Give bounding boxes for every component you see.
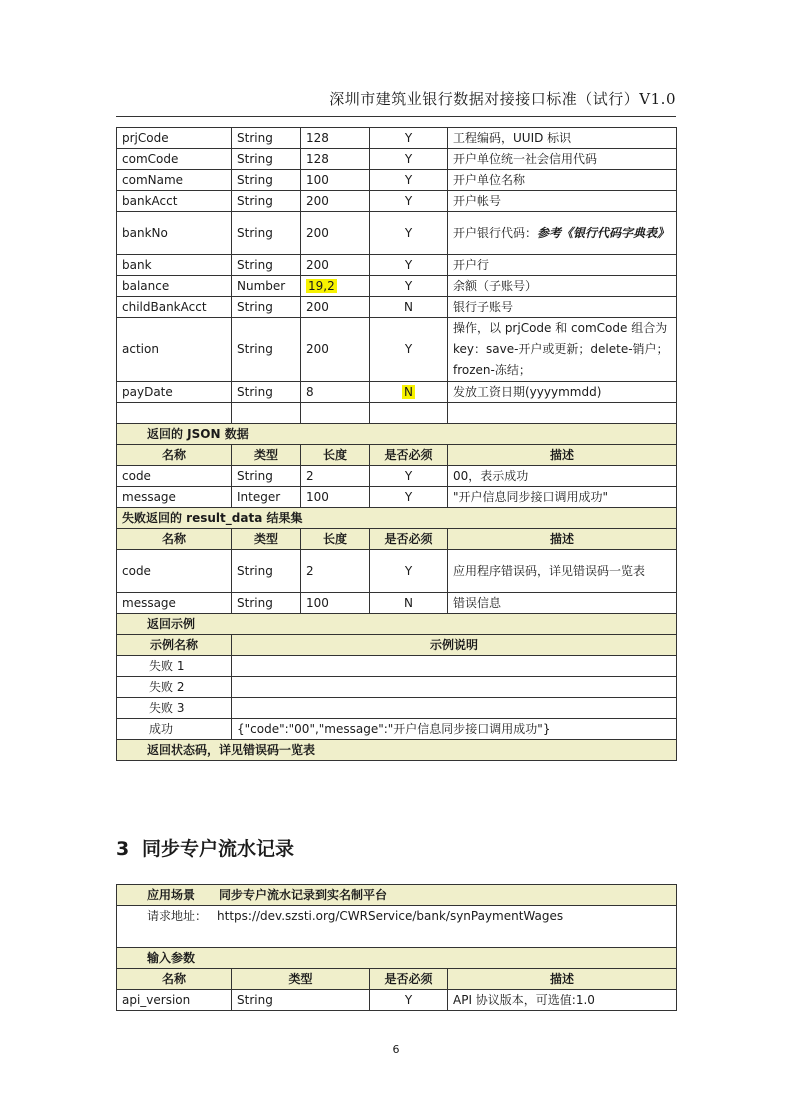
param-length: 200 [301, 191, 370, 212]
param-length: 128 [301, 149, 370, 170]
example-desc [232, 677, 677, 698]
param-desc-text: 开户银行代码： [453, 225, 538, 240]
param-length: 100 [301, 487, 370, 508]
param-type: String [232, 191, 301, 212]
url-label: 请求地址： [147, 909, 208, 923]
param-required: N [370, 297, 448, 318]
param-required: Y [370, 487, 448, 508]
status-code-note: 返回状态码，详见错误码一览表 [117, 740, 677, 761]
column-header-row [117, 635, 677, 656]
empty-row [117, 403, 677, 424]
section-header-row [117, 508, 677, 529]
page-number: 6 [392, 1043, 400, 1056]
param-name: bankAcct [117, 191, 232, 212]
col-header-type: 类型 [232, 445, 301, 466]
param-required: Y [370, 318, 448, 382]
example-desc [232, 656, 677, 677]
header-divider [116, 116, 676, 117]
col-header-type: 类型 [232, 529, 301, 550]
table-row [117, 550, 677, 593]
param-type: String [232, 170, 301, 191]
col-header-desc: 描述 [448, 529, 677, 550]
param-length: 200 [301, 212, 370, 255]
table-row [117, 191, 677, 212]
status-note-row [117, 740, 677, 761]
param-name: api_version [117, 990, 232, 1011]
scene-row [117, 885, 677, 906]
col-header-length: 长度 [301, 445, 370, 466]
param-type: String [232, 466, 301, 487]
scene-label: 应用场景 [147, 887, 196, 902]
param-desc: 错误信息 [448, 593, 677, 614]
param-required: Y [370, 212, 448, 255]
param-type: String [232, 990, 370, 1011]
param-desc: 00，表示成功 [448, 466, 677, 487]
param-required: Y [370, 149, 448, 170]
param-desc: 操作，以 prjCode 和 comCode 组合为 key：save-开户或更新；delete-销户；frozen-冻结； [448, 318, 677, 382]
example-desc [232, 698, 677, 719]
table-row [117, 593, 677, 614]
column-header-row [117, 445, 677, 466]
param-name: bankNo [117, 212, 232, 255]
table-row [117, 297, 677, 318]
param-required [370, 382, 448, 403]
highlighted-required: N [404, 384, 413, 399]
col-header-example-name: 示例名称 [117, 635, 232, 656]
param-required: Y [370, 990, 448, 1011]
bank-code-dictionary-reference: 参考《银行代码字典表》 [537, 225, 670, 240]
param-type: String [232, 297, 301, 318]
col-header-name: 名称 [117, 445, 232, 466]
section-header-row [117, 424, 677, 445]
param-name: code [117, 550, 232, 593]
example-name: 失败 3 [117, 698, 232, 719]
col-header-required: 是否必须 [370, 529, 448, 550]
sync-payment-spec-table [116, 884, 677, 1011]
col-header-example-desc: 示例说明 [232, 635, 677, 656]
section-header-row [117, 948, 677, 969]
col-header-desc: 描述 [448, 969, 677, 990]
param-name: comCode [117, 149, 232, 170]
param-length: 200 [301, 318, 370, 382]
example-row [117, 719, 677, 740]
section-title-text: 同步专户流水记录 [142, 838, 295, 860]
example-name: 成功 [117, 719, 232, 740]
param-required: Y [370, 128, 448, 149]
example-name: 失败 1 [117, 656, 232, 677]
param-desc: 开户单位名称 [448, 170, 677, 191]
param-type: String [232, 382, 301, 403]
section-number: 3 [116, 838, 130, 860]
table-row [117, 276, 677, 297]
param-desc: API 协议版本，可选值:1.0 [448, 990, 677, 1011]
return-json-title: 返回的 JSON 数据 [117, 424, 677, 445]
param-name: prjCode [117, 128, 232, 149]
param-length: 100 [301, 170, 370, 191]
column-header-row [117, 529, 677, 550]
interface-spec-table [116, 127, 677, 761]
param-length: 200 [301, 297, 370, 318]
param-length: 200 [301, 255, 370, 276]
fail-result-title: 失败返回的 result_data 结果集 [117, 508, 677, 529]
example-row [117, 698, 677, 719]
url-row [117, 906, 677, 948]
param-type: Number [232, 276, 301, 297]
param-name: payDate [117, 382, 232, 403]
col-header-name: 名称 [117, 969, 232, 990]
param-desc: 银行子账号 [448, 297, 677, 318]
table-row [117, 212, 677, 255]
highlighted-length: 19,2 [308, 278, 335, 293]
param-required: N [370, 593, 448, 614]
param-desc [448, 212, 677, 255]
param-desc: 开户行 [448, 255, 677, 276]
param-length: 2 [301, 466, 370, 487]
param-name: message [117, 487, 232, 508]
param-name: balance [117, 276, 232, 297]
document-header-title: 深圳市建筑业银行数据对接接口标准（试行）V1.0 [329, 90, 676, 108]
param-desc: 余额（子账号） [448, 276, 677, 297]
param-required: Y [370, 466, 448, 487]
param-type: String [232, 255, 301, 276]
param-desc: 开户单位统一社会信用代码 [448, 149, 677, 170]
table-row [117, 128, 677, 149]
table-row [117, 382, 677, 403]
return-example-title: 返回示例 [117, 614, 677, 635]
param-length: 8 [301, 382, 370, 403]
col-header-type: 类型 [232, 969, 370, 990]
table-row [117, 149, 677, 170]
param-type: String [232, 128, 301, 149]
param-required: Y [370, 550, 448, 593]
col-header-length: 长度 [301, 529, 370, 550]
request-url: https://dev.szsti.org/CWRService/bank/synPaymentWages [217, 909, 564, 923]
param-name: code [117, 466, 232, 487]
input-params-title: 输入参数 [117, 948, 677, 969]
col-header-desc: 描述 [448, 445, 677, 466]
section-heading [116, 834, 294, 861]
scene-cell [117, 885, 677, 906]
param-required: Y [370, 170, 448, 191]
example-name: 失败 2 [117, 677, 232, 698]
param-type: String [232, 318, 301, 382]
param-desc: 工程编码，UUID 标识 [448, 128, 677, 149]
param-type: String [232, 212, 301, 255]
table-row [117, 487, 677, 508]
param-type: String [232, 550, 301, 593]
param-type: String [232, 149, 301, 170]
param-name: childBankAcct [117, 297, 232, 318]
section-header-row [117, 614, 677, 635]
col-header-name: 名称 [117, 529, 232, 550]
param-type: Integer [232, 487, 301, 508]
example-row [117, 656, 677, 677]
param-desc: 应用程序错误码，详见错误码一览表 [448, 550, 677, 593]
param-required: Y [370, 255, 448, 276]
param-required: Y [370, 276, 448, 297]
example-row [117, 677, 677, 698]
url-cell [117, 906, 677, 948]
table-row [117, 255, 677, 276]
param-desc: "开户信息同步接口调用成功" [448, 487, 677, 508]
table-row [117, 170, 677, 191]
param-length: 2 [301, 550, 370, 593]
param-length: 128 [301, 128, 370, 149]
example-desc: {"code":"00","message":"开户信息同步接口调用成功"} [232, 719, 677, 740]
param-length [301, 276, 370, 297]
scene-value: 同步专户流水记录到实名制平台 [219, 887, 388, 902]
table-row [117, 466, 677, 487]
table-row [117, 990, 677, 1011]
param-length: 100 [301, 593, 370, 614]
param-name: action [117, 318, 232, 382]
param-name: bank [117, 255, 232, 276]
table-row [117, 318, 677, 382]
param-name: message [117, 593, 232, 614]
param-type: String [232, 593, 301, 614]
column-header-row [117, 969, 677, 990]
col-header-required: 是否必须 [370, 969, 448, 990]
param-desc: 发放工资日期(yyyymmdd) [448, 382, 677, 403]
col-header-required: 是否必须 [370, 445, 448, 466]
param-desc: 开户帐号 [448, 191, 677, 212]
param-required: Y [370, 191, 448, 212]
param-name: comName [117, 170, 232, 191]
